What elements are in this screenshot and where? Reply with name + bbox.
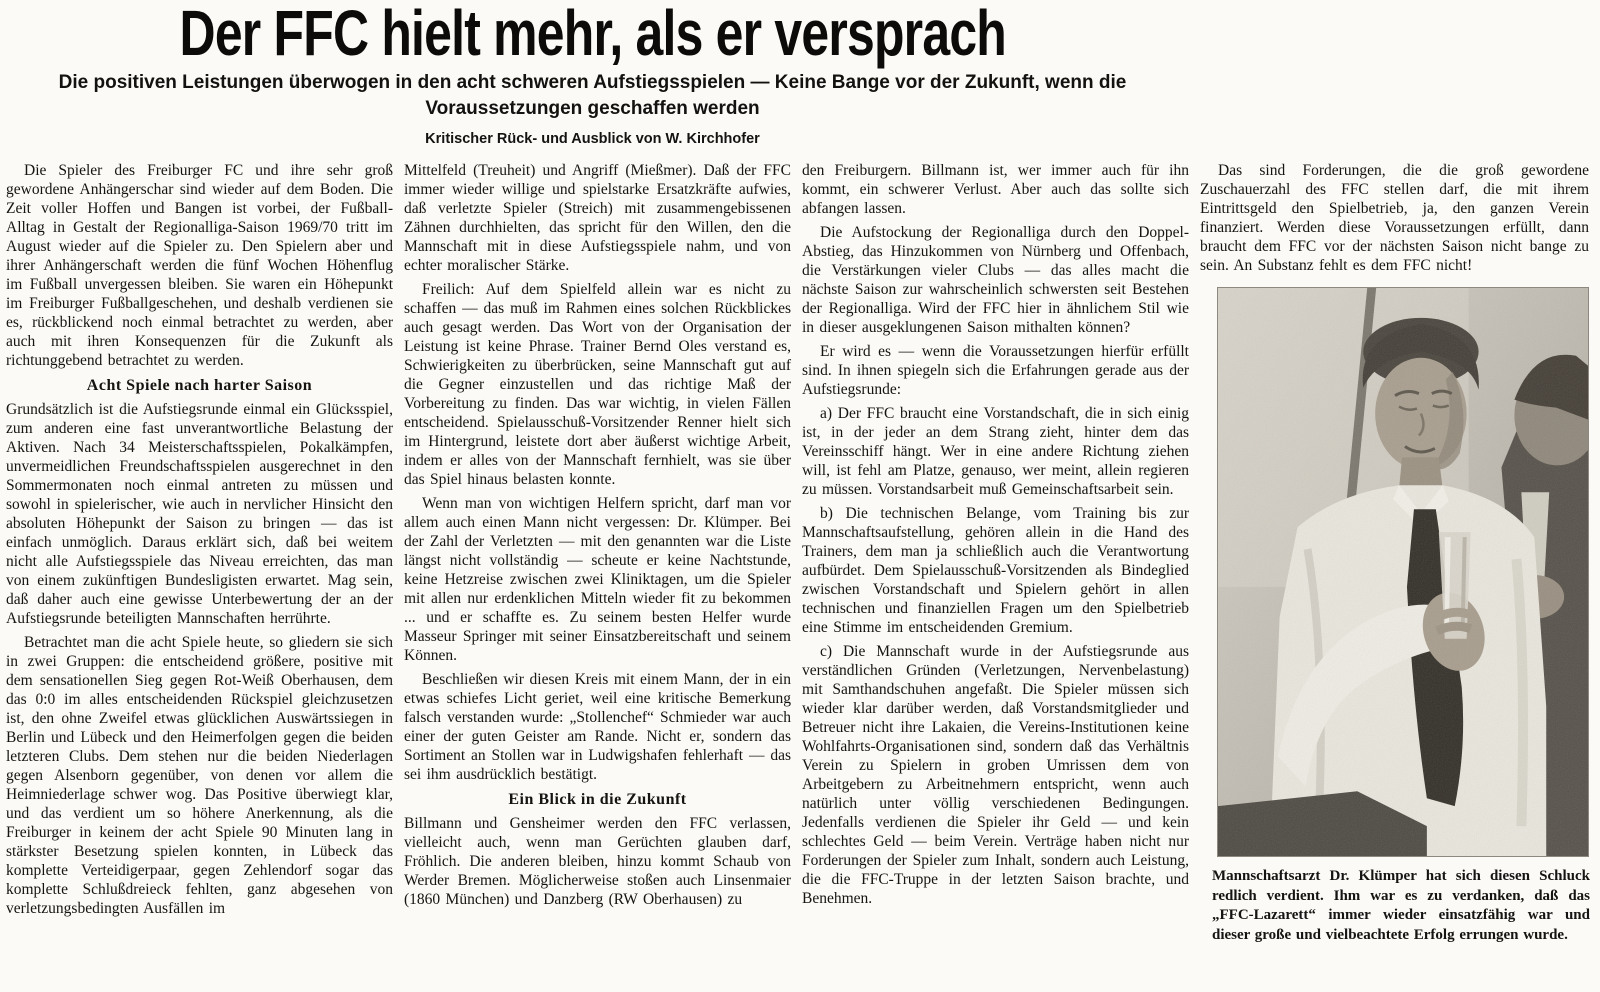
paragraph: Billmann und Gensheimer werden den FFC verlassen, vielleicht auch, wenn man Gerüchten glauben darf, Fröhlich. Die anderen bleiben, hinzu kommt Schaub von Werder Bremen. Möglicherweise stoßen auch Linsenmaier (1860 München) und Danzberg (RW Oberhausen) zu [404,815,791,908]
byline: Kritischer Rück- und Ausblick von W. Kirchhofer [425,131,760,147]
paragraph: Mittelfeld (Treuheit) und Angriff (Mießmer). Daß der FFC immer wieder willige und spielstarke Ersatzkräfte aufwies, daß verletzte Spieler (Streich) mit zusammengebissenen Zähnen durchhielten, das spricht für den Willen, den die Mannschaft mit in diese Aufstiegsspiele nahm, und von echter moralischer Stärke. [404,162,791,274]
article-columns [0,161,1600,985]
article-column-3 [802,161,1189,985]
paragraph: Die Spieler des Freiburger FC und ihre sehr groß gewordene Anhängerschar sind wieder auf dem Boden. Die Zeit voller Hoffen und Bangen ist vorbei, der Fußball-Alltag in Gestalt der Regionalliga-Saison 1969/70 tritt im August wieder auf die Spieler zu. Den Spielern aber und ihrer Anhängerschaft werden die fünf Wochen Höhenflug im Fußball unvergessen bleiben. Sie waren ein Höhepunkt im Freiburger Fußballgeschehen, und deshalb verdienen sie es, rückblickend noch einmal betrachtet zu werden, aber auch mit ihren Konsequenzen für die Zukunft als richtunggebend betrachtet zu werden. [6,162,393,369]
article-column-1 [6,161,393,985]
article-column-2 [404,161,791,985]
paragraph: a) Der FFC braucht eine Vorstandschaft, die in sich einig ist, in der jeder an dem Strang zieht, hinter dem das Vereinsschiff hängt. Wer in eine andere Richtung ziehen will, ist fehl am Platze, genauso, wer meint, allein regieren zu müssen. Vorstandsarbeit muß Gemeinschaftsarbeit sein. [802,405,1189,498]
paragraph: c) Die Mannschaft wurde in der Aufstiegsrunde aus verständlichen Gründen (Verletzungen, Nervenbelastung) mit Samthandschuhen angefaßt. Die Spieler müssen sich wieder klar darüber werden, daß Vorstandsmitglieder und Betreuer nicht ihre Lakaien, die Vereins-Institutionen keine Wohlfahrts-Organisationen sind, sondern daß das Verhältnis Verein zu Spielern in groben Umrissen dem von Arbeitgebern zu Arbeitnehmern entspricht, wenn auch natürlich unter völlig verschiedenen Bedingungen. Jedenfalls verdienen die Spieler ihr Geld — und kein schlechtes Geld — beim Verein. Verträge haben nicht nur Forderungen der Spieler zum Inhalt, sondern auch Leistung, die die FFC-Truppe in der letzten Saison brachte, und Benehmen. [802,643,1189,907]
article-header [0,0,1185,147]
photo-dr-klumper [1217,287,1589,857]
article-column-4 [1200,161,1589,985]
photo-caption: Mannschaftsarzt Dr. Klümper hat sich diesen Schluck redlich verdient. Ihm war es zu verdanken, daß das „FFC-Lazarett“ immer wieder einsatzfähig war und dieser große und vielbeachtete Erfolg errungen wurde. [1212,868,1590,943]
paragraph: b) Die technischen Belange, vom Training bis zur Mannschaftsaufstellung, gehören allein in die Hand des Trainers, dem man ja schließlich auch die Verantwortung aufbürdet. Dem Spielausschuß-Vorsitzenden als Bindeglied zwischen Vorstandschaft und Spielern gehört in allen technischen und finanziellen Fragen um den Spielbetrieb eine Stimme im entscheidenden Gremium. [802,505,1189,636]
paragraph: Grundsätzlich ist die Aufstiegsrunde einmal ein Glücksspiel, zum anderen eine fast unverantwortliche Belastung der Aktiven. Nach 34 Meisterschaftsspielen, Pokalkämpfen, unvermeidlichen Freundschaftsspielen ausgerechnet in den Sommermonaten noch einmal antreten zu müssen und sowohl in spielerischer, wie auch in nervlicher Hinsicht den absoluten Höhepunkt der Saison zu bringen — das ist einfach unmöglich. Daraus erklärt sich, daß bei weitem nicht alle Aufstiegsspiele das Niveau erreichten, das man von einem zukünftigen Bundesligisten erwartet. Mag sein, daß daher auch eine gewisse Unterbewertung der an der Aufstiegsrunde beteiligten Mannschaften herrührte. [6,401,393,627]
headline-text: Der FFC hielt mehr, als er versprach [179,0,1006,69]
paragraph: Beschließen wir diesen Kreis mit einem Mann, der in ein etwas schiefes Licht geriet, weil eine kritische Bemerkung falsch verstanden wurde: „Stollenchef“ Schmieder war auch einer der guten Geister am Rande. Nicht er, sondern das Sortiment an Stollen war in Ludwigshafen fehlerhaft — das sei ihm ausdrücklich bestätigt. [404,671,791,783]
headline [0,0,1185,69]
paragraph: Er wird es — wenn die Voraussetzungen hierfür erfüllt sind. In ihnen spiegeln sich die Erfahrungen gerade aus der Aufstiegsrunde: [802,343,1189,398]
paragraph: den Freiburgern. Billmann ist, wer immer auch für ihn kommt, ein schwerer Verlust. Aber auch das sollte sich abfangen lassen. [802,162,1189,217]
paragraph: Die Aufstockung der Regionalliga durch den Doppel-Abstieg, das Hinzukommen von Nürnberg und Offenbach, die Verstärkungen vieler Clubs — das alles macht die nächste Saison zur wahrscheinlich schwersten seit Bestehen der Regionalliga. Wird der FFC hier in ähnlichem Stil wie in dieser ausgeklungenen Saison mithalten können? [802,224,1189,336]
subheadline: Die positiven Leistungen überwogen in den acht schweren Aufstiegsspielen — Keine Bange vor der Zukunft, wenn die Voraussetzungen geschaffen werden [58,72,1127,119]
section-heading: Ein Blick in die Zukunft [508,791,687,808]
paragraph: Das sind Forderungen, die die groß gewordene Zuschauerzahl des FFC stellen darf, die mit ihrem Eintrittsgeld den Spielbetrieb, ja, den ganzen Verein finanziert. Werden diese Voraussetzungen erfüllt, dann braucht dem FFC vor der nächsten Saison nicht bange zu sein. An Substanz fehlt es dem FFC nicht! [1200,162,1589,274]
photo-illustration [1218,288,1588,856]
paragraph: Wenn man von wichtigen Helfern spricht, darf man vor allem auch einen Mann nicht vergessen: Dr. Klümper. Bei der Zahl der Verletzten — mit den genannten war die Liste längst nicht vollständig — scheute er keine Nachtstunde, keine Hetzreise zwischen zwei Kliniktagen, um die Spieler mit allen nur erdenklichen Mitteln wieder fit zu bekommen ... und er schaffte es. Zu seinem besten Helfer wurde Masseur Springer mit seiner Einsatzbereitschaft und seinem Können. [404,495,791,664]
paragraph: Freilich: Auf dem Spielfeld allein war es nicht zu schaffen — das muß im Rahmen eines solchen Rückblickes auch gesagt werden. Das Wort von der Organisation der Leistung ist keine Phrase. Trainer Bernd Oles verstand es, Schwierigkeiten zu überbrücken, seine Mannschaft gut auf die Gegner einzustellen und das richtige Maß der Vorbereitung zu finden. Das war wichtig, in vielen Fällen entscheidend. Spielausschuß-Vorsitzender Renner hielt sich im Hintergrund, leistete dort aber äußerst wichtige Arbeit, indem er alles von der Mannschaft fernhielt, was sie über das Spiel hinaus belasten konnte. [404,281,791,488]
paragraph: Betrachtet man die acht Spiele heute, so gliedern sie sich in zwei Gruppen: die entscheidend größere, positive mit dem sensationellen Sieg gegen Rot-Weiß Oberhausen, dem das 0:0 im alles entscheidenden Rückspiel gleichzusetzen ist, den ohne Zweifel etwas glücklichen Auswärtssiegen in Berlin und Lübeck und den Heimerfolgen gegen die beiden letzteren Clubs. Dem stehen nur die beiden Niederlagen gegen Alsenborn gegenüber, von denen vor allem die Heimniederlage schwer wog. Das Positive überwiegt klar, und das verdient um so höhere Anerkennung, als die Freiburger in keinem der acht Spiele 90 Minuten lang in stärkster Besetzung spielen konnten, in Lübeck das komplette Verteidigerpaar, gegen Zehlendorf sogar das komplette Schlußdreieck fehlten, ganz abgesehen von verletzungsbedingten Ausfällen im [6,634,393,917]
section-heading: Acht Spiele nach harter Saison [86,377,313,394]
article-column-4-text [1200,161,1589,275]
